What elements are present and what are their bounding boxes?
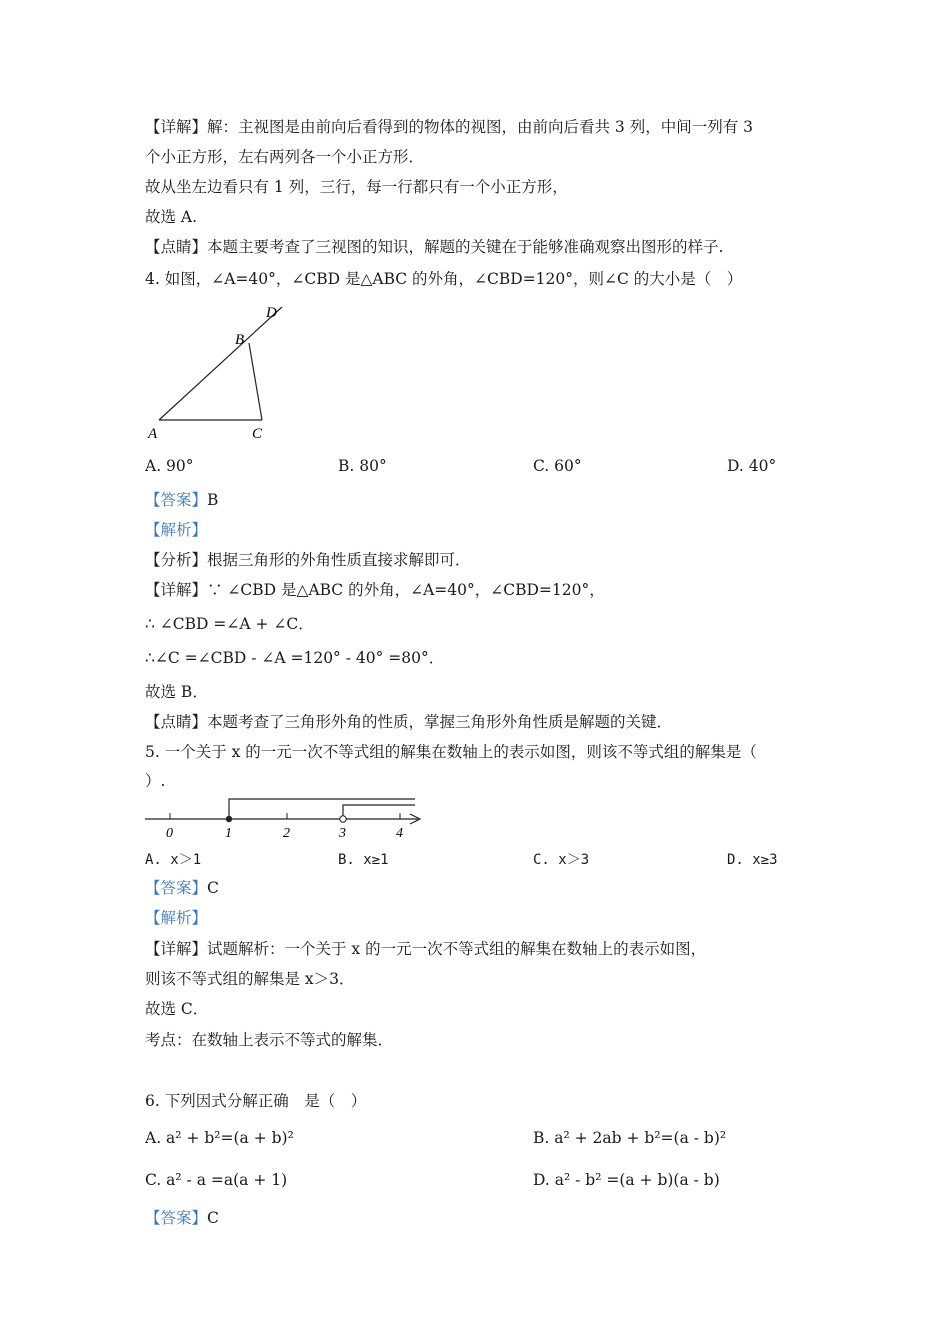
- q6-option-d: D. a² - b² =(a + b)(a - b): [533, 1171, 720, 1189]
- text-line: 故选 A.: [145, 208, 198, 226]
- q4-option-c: C. 60°: [533, 457, 582, 475]
- q5-option-a: A. x＞1: [145, 852, 202, 868]
- answer-line: [145, 1208, 219, 1228]
- question-4: 4. 如图，∠A=40°，∠CBD 是△ABC 的外角，∠CBD=120°，则∠C 的大小是（ ）: [145, 270, 743, 288]
- text-line: 【点睛】本题考查了三角形外角的性质，掌握三角形外角性质是解题的关键．: [145, 713, 673, 731]
- text-line: 【详解】解：主视图是由前向后看得到的物体的视图，由前向后看共 3 列，中间一列有 3: [145, 118, 754, 136]
- text-line: 考点：在数轴上表示不等式的解集．: [145, 1031, 394, 1049]
- label-a: A: [148, 426, 158, 442]
- text-line: 故选 C．: [145, 1000, 209, 1018]
- label-b: B: [235, 332, 245, 348]
- q6-option-c: C. a² - a =a(a + 1): [145, 1171, 288, 1189]
- q5-option-d: D. x≥3: [727, 852, 778, 868]
- tick-1: 1: [225, 826, 232, 841]
- analysis-label: 【解析】: [145, 909, 208, 927]
- q4-option-a: A. 90°: [145, 457, 194, 475]
- text-line: 则该不等式组的解集是 x＞3．: [145, 970, 355, 988]
- number-line-figure: [140, 795, 430, 845]
- q4-option-b: B. 80°: [338, 457, 387, 475]
- question-5: 5. 一个关于 x 的一元一次不等式组的解集在数轴上的表示如图，则该不等式组的解集是（: [145, 743, 757, 761]
- q4-option-d: D. 40°: [727, 457, 777, 475]
- text-line: 【分析】根据三角形的外角性质直接求解即可．: [145, 551, 471, 569]
- q5-option-b: B. x≥1: [338, 852, 389, 868]
- math-step: ∴∠C =∠CBD - ∠A =120° - 40° =80°．: [145, 649, 445, 667]
- tick-2: 2: [283, 826, 290, 841]
- math-step: ∴ ∠CBD =∠A + ∠C．: [145, 615, 314, 633]
- answer-value: C: [207, 879, 219, 897]
- text-line: 故从坐左边看只有 1 列，三行，每一行都只有一个小正方形，: [145, 178, 568, 196]
- answer-label: 【答案】: [145, 1209, 208, 1227]
- question-6: 6. 下列因式分解正确 是（ ）: [145, 1092, 367, 1110]
- text-line: 【点睛】本题主要考查了三视图的知识，解题的关键在于能够准确观察出图形的样子.: [145, 238, 724, 256]
- triangle-figure: [140, 300, 300, 445]
- text-line: 【详解】试题解析：一个关于 x 的一元一次不等式组的解集在数轴上的表示如图，: [145, 940, 707, 958]
- answer-value: B: [207, 491, 219, 509]
- tick-0: 0: [166, 826, 173, 841]
- text-line: ）.: [145, 772, 166, 790]
- q5-option-c: C. x＞3: [533, 852, 590, 868]
- answer-line: [145, 878, 219, 898]
- label-d: D: [266, 305, 277, 321]
- text-line: 故选 B．: [145, 683, 208, 701]
- answer-value: C: [207, 1209, 219, 1227]
- analysis-label: 【解析】: [145, 521, 208, 539]
- q6-option-b: B. a² + 2ab + b²=(a - b)²: [533, 1129, 727, 1147]
- tick-3: 3: [339, 826, 346, 841]
- q6-option-a: A. a² + b²=(a + b)²: [145, 1129, 294, 1147]
- answer-label: 【答案】: [145, 879, 208, 897]
- label-c: C: [252, 426, 263, 442]
- text-line: 【详解】∵ ∠CBD 是△ABC 的外角，∠A=40°，∠CBD=120°，: [145, 581, 605, 599]
- tick-4: 4: [396, 826, 403, 841]
- text-line: 个小正方形，左右两列各一个小正方形．: [145, 148, 425, 166]
- answer-label: 【答案】: [145, 491, 208, 509]
- answer-line: [145, 490, 218, 510]
